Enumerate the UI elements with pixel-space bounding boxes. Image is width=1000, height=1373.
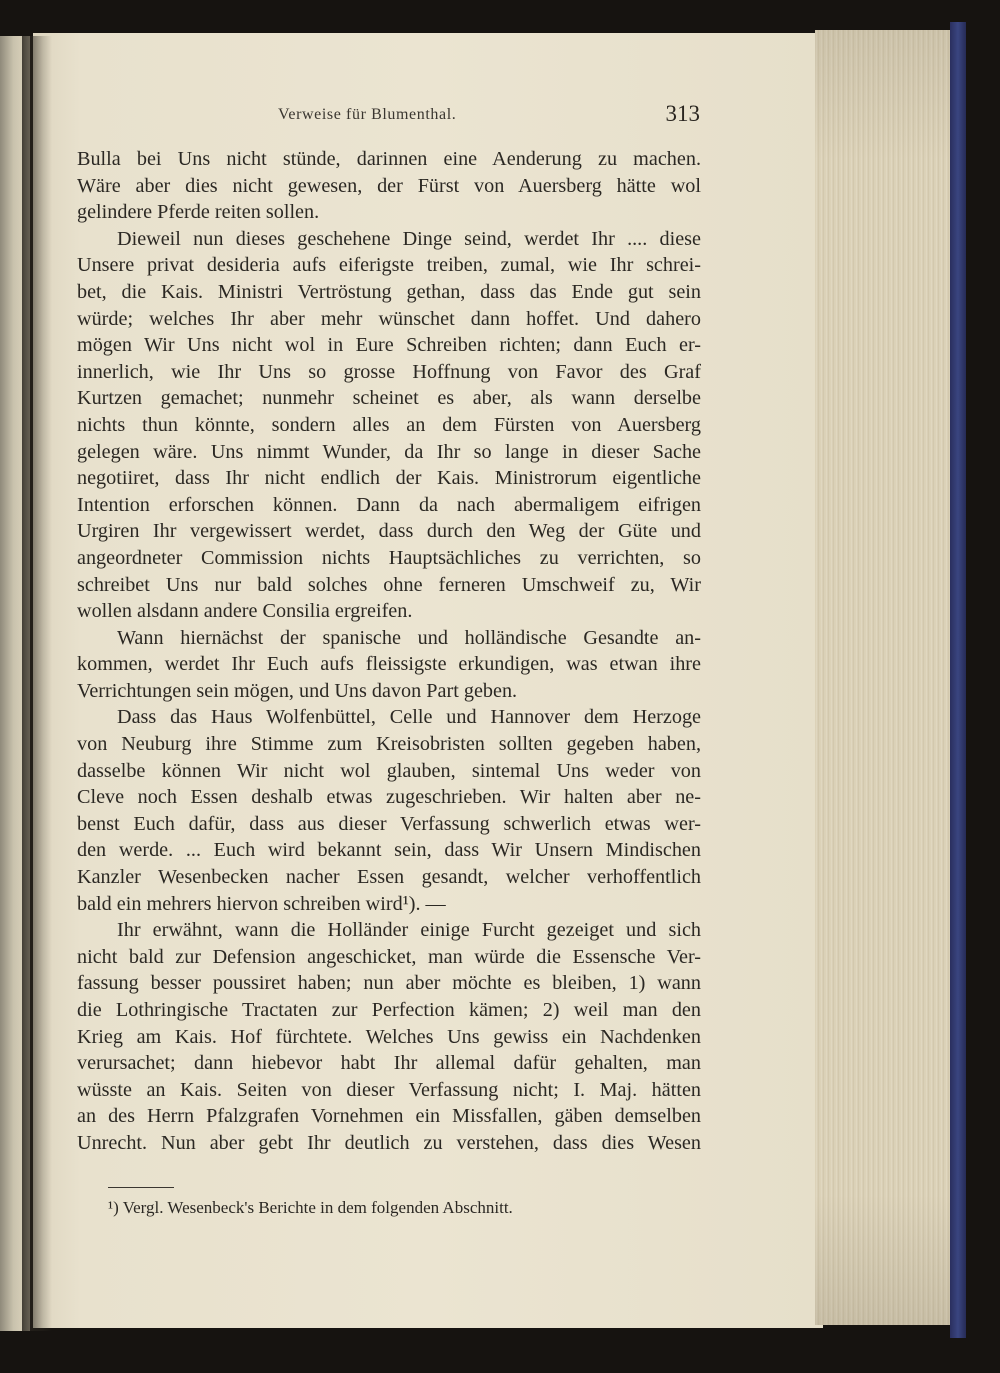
- text-line: mögen Wir Uns nicht wol in Eure Schreiben richten; dann Euch er-: [77, 334, 701, 357]
- text-line: Wäre aber dies nicht gewesen, der Fürst von Auersberg hätte wol: [77, 174, 701, 197]
- text-line: verursachet; dann hiebevor habt Ihr allemal dafür gehalten, man: [77, 1052, 701, 1075]
- text-line: wüsste an Kais. Seiten von dieser Verfassung nicht; I. Maj. hätten: [77, 1078, 701, 1101]
- book-cover-edge: [950, 22, 966, 1338]
- text-line: an des Herrn Pfalzgrafen Vornehmen ein Missfallen, gäben demselben: [77, 1105, 701, 1128]
- text-line: bet, die Kais. Ministri Vertröstung gethan, dass das Ende gut sein: [77, 280, 701, 303]
- text-line: Ihr erwähnt, wann die Holländer einige Furcht gezeiget und sich: [117, 919, 701, 942]
- text-line: gelegen wäre. Uns nimmt Wunder, da Ihr so lange in dieser Sache: [77, 440, 701, 463]
- text-line: schreibet Uns nur bald solches ohne ferneren Umschweif zu, Wir: [77, 573, 701, 596]
- text-line: dasselbe können Wir nicht wol glauben, sintemal Uns weder von: [77, 759, 701, 782]
- text-line: Urgiren Ihr vergewissert werdet, dass durch den Weg der Güte und: [77, 520, 701, 543]
- text-line: nichts thun könnte, sondern alles an dem Fürsten von Auersberg: [77, 413, 701, 436]
- text-line: nicht bald zur Defension angeschicket, man würde die Essensche Ver-: [77, 945, 701, 968]
- gutter-shadow: [22, 36, 52, 1331]
- text-line: Dass das Haus Wolfenbüttel, Celle und Hannover dem Herzoge: [117, 706, 701, 729]
- text-line: Kanzler Wesenbecken nacher Essen gesandt, welcher verhoffentlich: [77, 866, 701, 889]
- text-line: Unsere privat desideria aufs eiferigste treiben, zumal, wie Ihr schrei-: [77, 254, 701, 277]
- footnote-divider: [108, 1187, 174, 1188]
- text-line: Wann hiernächst der spanische und holländische Gesandte an-: [117, 626, 701, 649]
- text-line: innerlich, wie Ihr Uns so grosse Hoffnung von Favor des Graf: [77, 360, 701, 383]
- text-line: wollen alsdann andere Consilia ergreifen.: [77, 600, 413, 623]
- text-line: Cleve noch Essen deshalb etwas zugeschrieben. Wir halten aber ne-: [77, 786, 701, 809]
- footnote: ¹) Vergl. Wesenbeck's Berichte in dem folgenden Abschnitt.: [108, 1198, 513, 1217]
- text-line: kommen, werdet Ihr Euch aufs fleissigste erkundigen, was etwan ihre: [77, 653, 701, 676]
- text-line: Bulla bei Uns nicht stünde, darinnen eine Aenderung zu machen.: [77, 148, 701, 170]
- text-line: fassung besser poussiret haben; nun aber möchte es bleiben, 1) wann: [77, 972, 701, 995]
- text-line: Intention erforschen können. Dann da nach abermaligem eifrigen: [77, 493, 701, 516]
- running-title: Verweise für Blumenthal.: [278, 106, 457, 123]
- text-line: negotiiret, dass Ihr nicht endlich der Kais. Ministrorum eigentliche: [77, 467, 701, 490]
- text-line: Unrecht. Nun aber gebt Ihr deutlich zu verstehen, dass dies Wesen: [77, 1131, 701, 1154]
- text-line: gelindere Pferde reiten sollen.: [77, 201, 320, 224]
- text-line: benst Euch dafür, dass aus dieser Verfassung schwerlich etwas wer-: [77, 812, 701, 835]
- text-line: angeordneter Commission nichts Hauptsächliches zu verrichten, so: [77, 546, 701, 569]
- text-line: die Lothringische Tractaten zur Perfection kämen; 2) weil man den: [77, 999, 701, 1021]
- page-number: 313: [665, 101, 700, 126]
- text-line: von Neuburg ihre Stimme zum Kreisobristen sollten gegeben haben,: [77, 733, 701, 756]
- text-line: Kurtzen gemachet; nunmehr scheinet es aber, als wann derselbe: [77, 387, 701, 410]
- text-line: Dieweil nun dieses geschehene Dinge seind, werdet Ihr .... diese: [117, 227, 701, 250]
- text-line: Verrichtungen sein mögen, und Uns davon Part geben.: [77, 679, 518, 702]
- text-line: würde; welches Ihr aber mehr wünschet dann hoffet. Und dahero: [77, 307, 701, 330]
- page-stack-edges: [815, 30, 955, 1325]
- page-header: [270, 101, 700, 132]
- text-line: bald ein mehrers hiervon schreiben wird¹). —: [77, 892, 446, 915]
- text-line: den werde. ... Euch wird bekannt sein, dass Wir Unsern Mindischen: [77, 839, 701, 862]
- body-text: [77, 146, 701, 1157]
- text-line: Krieg am Kais. Hof fürchtete. Welches Uns gewiss ein Nachdenken: [77, 1025, 701, 1048]
